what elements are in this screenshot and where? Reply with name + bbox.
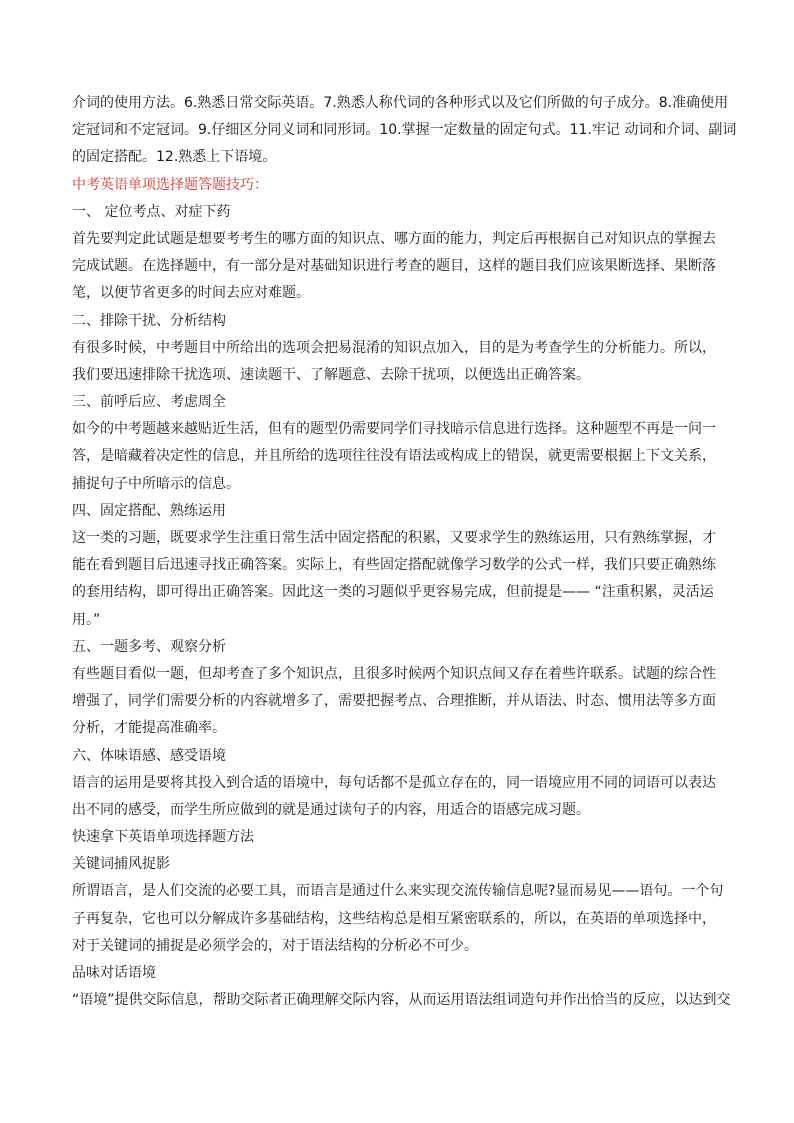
text-line: 这一类的习题，既要求学生注重日常生活中固定搭配的积累，又要求学生的熟练运用，只有熟练掌握，才: [72, 530, 716, 546]
text-line: 所谓语言，是人们交流的必要工具，而语言是通过什么来实现交流传输信息呢?显而易见——语句。一个句: [72, 883, 724, 900]
text-line: 答，是暗藏着决定性的信息，并且所给的选项往往没有语法或构成上的错误，就更需要根据上下文关系，: [72, 448, 716, 465]
document-page: [72, 90, 737, 1014]
text-line: 能在看到题目后迅速寻找正确答案。实际上，有些固定搭配就像学习数学的公式一样，我们只要正确熟练: [72, 557, 716, 574]
text-line: 对于关键词的捕捉是必须学会的，对于语法结构的分析必不可少。: [72, 937, 478, 954]
section-heading: 四、固定搭配、熟练运用: [72, 502, 226, 519]
text-line: 的固定搭配。12.熟悉上下语境。: [72, 149, 277, 166]
text-line: 增强了，同学们需要分析的内容就增多了，需要把握考点、合理推断，并从语法、时态、惯用法等多方面: [72, 693, 716, 710]
section-heading: 关键词捕风捉影: [72, 856, 170, 873]
section-heading: 五、一题多考、观察分析: [72, 638, 226, 655]
text-line: 完成试题。在选择题中，有一部分是对基础知识进行考查的题目，这样的题目我们应该果断选择、果断落: [72, 258, 716, 275]
text-line: 介词的使用方法。6.熟悉日常交际英语。7.熟悉人称代词的各种形式以及它们所做的句子成分。8.准确使用: [72, 95, 729, 111]
text-line: 首先要判定此试题是想要考考生的哪方面的知识点、哪方面的能力，判定后再根据自己对知识点的掌握去: [72, 230, 716, 247]
text-line: 定冠词和不定冠词。9.仔细区分同义词和同形词。10.掌握一定数量的固定句式。11.牢记 动词和介词、副词: [72, 122, 737, 139]
text-line: 语言的运用是要将其投入到合适的语境中，每句话都不是孤立存在的，同一语境应用不同的词语可以表达: [72, 774, 716, 791]
section-heading: 六、体味语感、感受语境: [72, 747, 226, 764]
text-line: 出不同的感受，而学生所应做到的就是通过读句子的内容，用适合的语感完成习题。: [72, 801, 590, 818]
text-line: 用。”: [72, 611, 101, 628]
section-heading: 一、 定位考点、对症下药: [72, 203, 231, 220]
text-line: 有些题目看似一题，但却考查了多个知识点，且很多时候两个知识点间又存在着些许联系。试题的综合性: [72, 665, 716, 682]
text-line: 我们要迅速排除干扰选项、速读题干、了解题意、去除干扰项，以便选出正确答案。: [72, 366, 590, 383]
intro-paragraph: [72, 90, 737, 172]
text-line: “语境”提供交际信息，帮助交际者正确理解交际内容，从而运用语法组词造句并作出恰当的反应，以达到交: [72, 992, 731, 1009]
section-heading: 品味对话语境: [72, 965, 156, 981]
section-heading: 三、前呼后应、考虑周全: [72, 394, 226, 411]
text-line: 分析，才能提高准确率。: [72, 720, 226, 737]
section-heading: 快速拿下英语单项选择题方法: [72, 829, 254, 846]
text-line: 的套用结构，即可得出正确答案。因此这一类的习题似乎更容易完成，但前提是—— “注重积累，灵活运: [72, 584, 714, 601]
text-line: 笔，以便节省更多的时间去应对难题。: [72, 285, 310, 302]
section-title: 中考英语单项选择题答题技巧：: [72, 176, 268, 193]
text-line: 子再复杂，它也可以分解成许多基础结构，这些结构总是相互紧密联系的，所以，在英语的单项选择中，: [72, 910, 716, 927]
text-line: 捕捉句子中所暗示的信息。: [72, 475, 240, 492]
text-line: 如今的中考题越来越贴近生活，但有的题型仍需要同学们寻找暗示信息进行选择。这种题型不再是一问一: [72, 421, 716, 438]
section-heading: 二、排除干扰、分析结构: [72, 312, 226, 329]
text-line: 有很多时候，中考题目中所给出的选项会把易混淆的知识点加入，目的是为考查学生的分析能力。所以，: [72, 339, 716, 356]
